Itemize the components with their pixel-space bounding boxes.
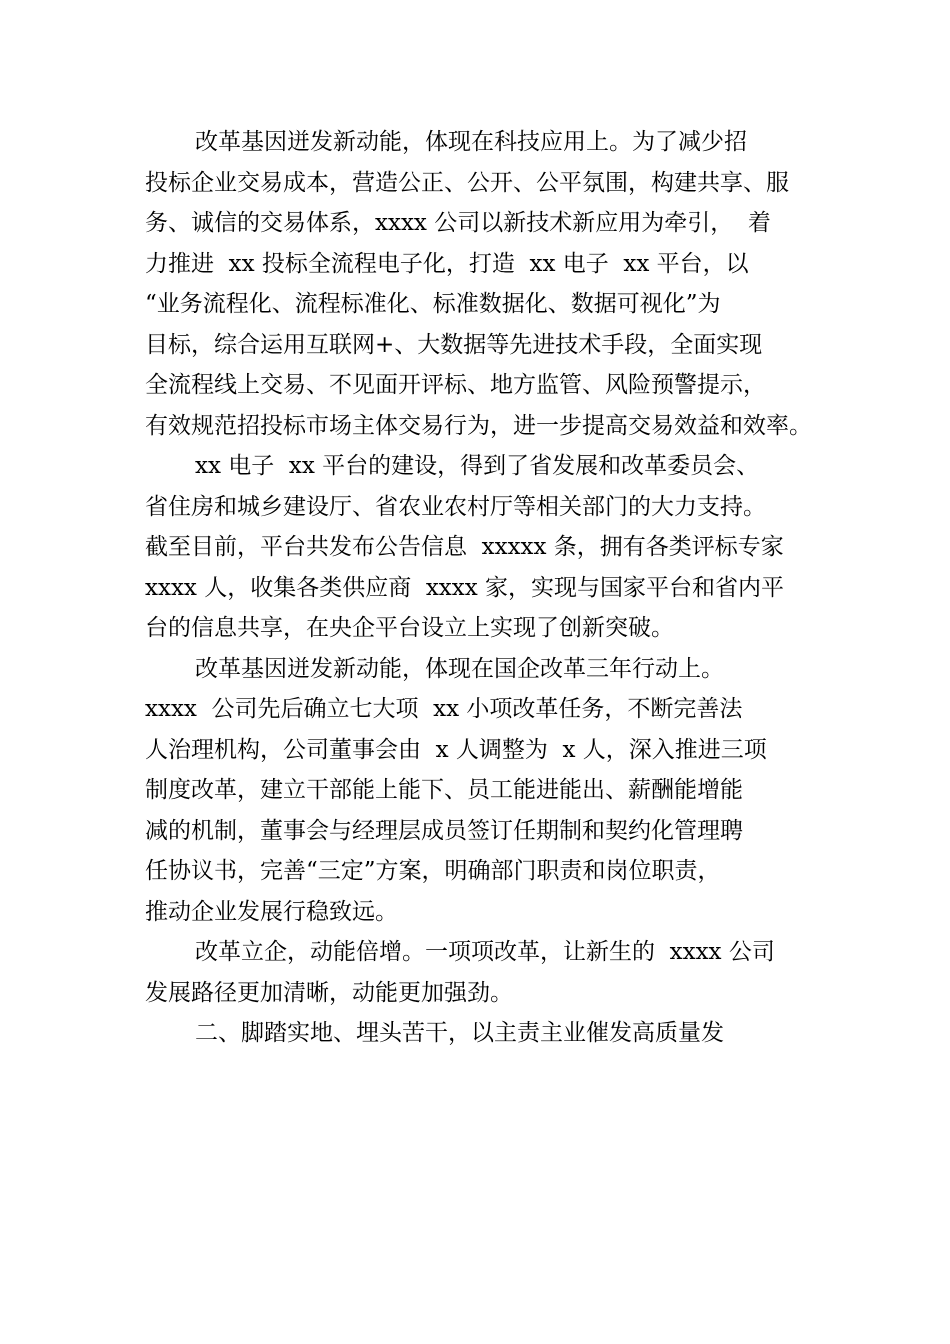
text-line: 人治理机构，公司董事会由 x 人调整为 x 人，深入推进三项 [145, 736, 767, 763]
text-line: 截至目前，平台共发布公告信息 xxxxx 条，拥有各类评标专家 [145, 534, 784, 560]
document-body [145, 122, 845, 1054]
text-line: 力推进 xx 投标全流程电子化，打造 xx 电子 xx 平台，以 [145, 250, 749, 277]
text-line: 有效规范招投标市场主体交易行为，进一步提高交易效益和效率。 [145, 412, 812, 439]
text-line: “业务流程化、流程标准化、标准数据化、数据可视化”为 [145, 291, 721, 317]
text-line: 全流程线上交易、不见面开评标、地方监管、风险预警提示， [145, 372, 766, 398]
text-line: 减的机制，董事会与经理层成员签订任期制和契约化管理聘 [145, 817, 743, 844]
text-line: 改革基因迸发新动能，体现在科技应用上。为了减少招 [195, 129, 747, 155]
text-line: xxxx 公司先后确立七大项 xx 小项改革任务，不断完善法 [145, 696, 743, 722]
text-line: 任协议书，完善“三定”方案，明确部门职责和岗位职责， [145, 858, 721, 884]
text-line: 目标，综合运用互联网+、大数据等先进技术手段，全面实现 [145, 331, 763, 358]
section-heading: 二、脚踏实地、埋头苦干，以主责主业催发高质量发 [195, 1020, 724, 1046]
text-line: 投标企业交易成本，营造公正、公开、公平氛围，构建共享、服 [145, 169, 789, 196]
text-line: xxxx 人，收集各类供应商 xxxx 家，实现与国家平台和省内平 [145, 574, 785, 601]
text-line: 省住房和城乡建设厅、省农业农村厅等相关部门的大力支持。 [145, 493, 766, 520]
text-line: 制度改革，建立干部能上能下、员工能进能出、薪酬能增能 [145, 777, 743, 803]
text-line: 务、诚信的交易体系，xxxx 公司以新技术新应用为牵引， 着 [145, 210, 771, 236]
text-line: 推动企业发展行稳致远。 [145, 898, 398, 925]
text-line: xx 电子 xx 平台的建设，得到了省发展和改革委员会、 [195, 453, 760, 479]
text-line: 发展路径更加清晰，动能更加强劲。 [145, 979, 513, 1006]
text-line: 改革基因迸发新动能，体现在国企改革三年行动上。 [195, 655, 724, 682]
text-line: 台的信息共享，在央企平台设立上实现了创新突破。 [145, 615, 674, 641]
text-line: 改革立企，动能倍增。一项项改革，让新生的 xxxx 公司 [195, 939, 775, 965]
